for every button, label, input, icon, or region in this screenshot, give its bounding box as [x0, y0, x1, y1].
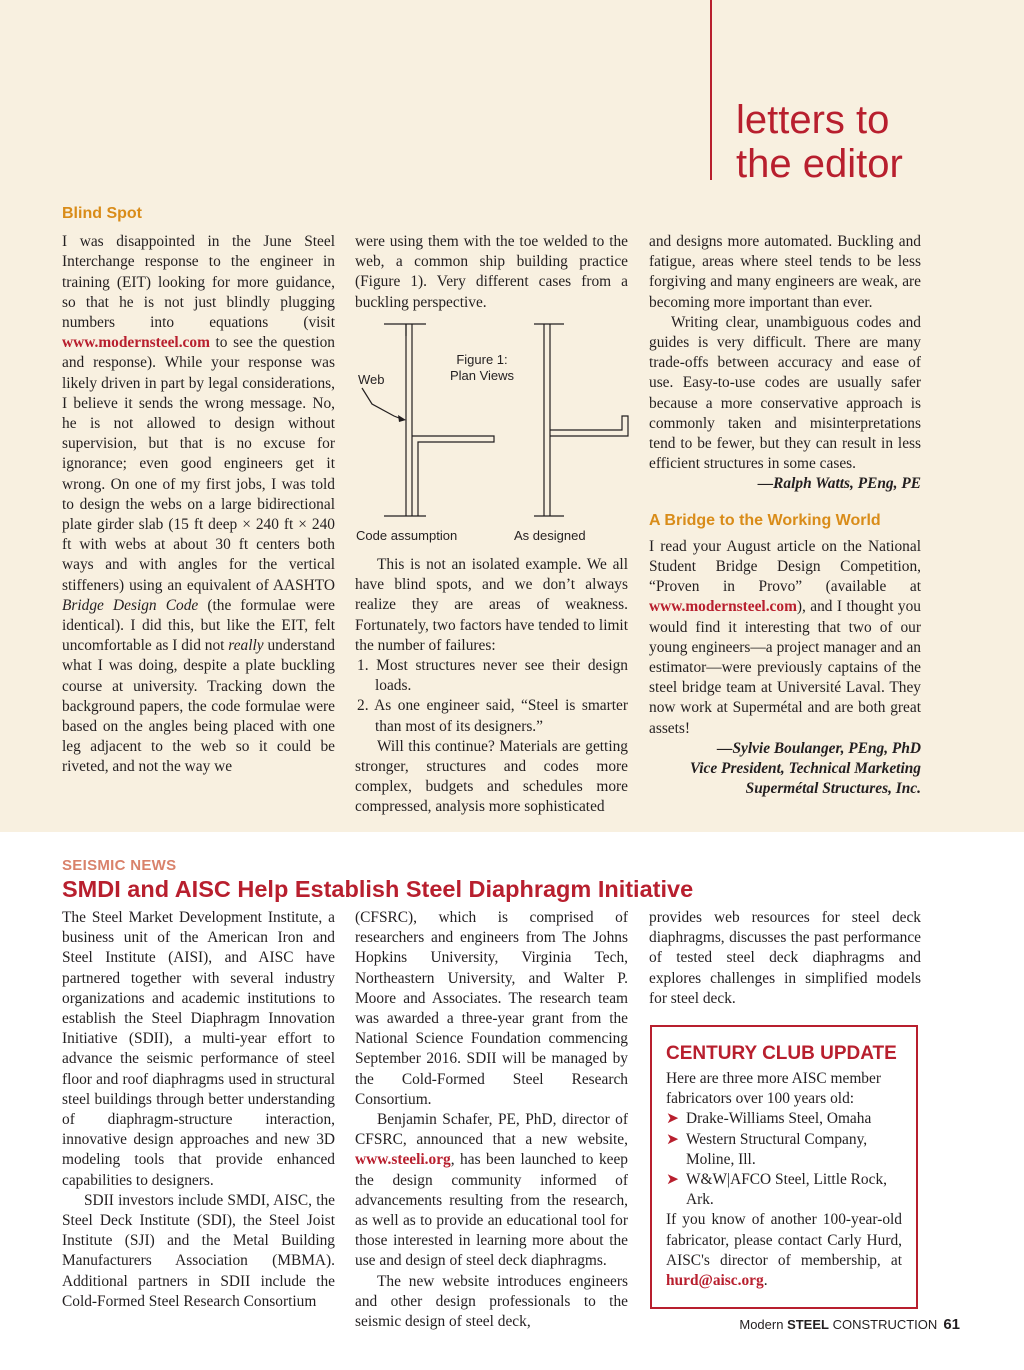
news-column-3 [649, 908, 921, 1009]
letter1-paragraph: Writing clear, unambiguous codes and guides is very difficult. There are many trade-offs between accuracy and ease of use. Easy-to-use codes are usually safer because a more conservative approach is commonly taken and misinterpretations tend to be fewer, but they can result in less efficient structures in some cases. [649, 313, 921, 473]
letter2-signature-title: Vice President, Technical Marketing [689, 760, 921, 778]
news-paragraph: The Steel Market Development Institute, a business unit of the American Iron and Steel Institute (AISI), and AISC have partnered together with several industry organizations and academic institutions to establish the Steel Diaphragm Innovation Initiative (SDII), a multi-year effort to advance the seismic performance of steel floor and roof diaphragms used in structural steel buildings through better understanding of diaphragm-structure interaction, innovative design approaches and new 3D modeling tools that provide enhanced capabilities to designers. [62, 909, 335, 1189]
arrow-icon: ➤ [666, 1130, 679, 1148]
letter1-paragraph: This is not an isolated example. We all have blind spots, and we don’t always realize they are areas of weakness. Fortunately, two factors have tended to limit the number of failures: [355, 556, 628, 654]
figure-caption-code-assumption: Code assumption [356, 528, 458, 543]
letter-column-3 [649, 232, 921, 799]
news-paragraph: SDII investors include SMDI, AISC, the Steel Deck Institute (SDI), the Steel Joist Institute (SJI) and the Metal Building Manufacturers Association (MBMA). Additional partners in SDII include the Cold-Formed Steel Research Consortium [62, 1191, 335, 1310]
news-headline: SMDI and AISC Help Establish Steel Diaphragm Initiative [62, 876, 694, 902]
letter1-signature: —Ralph Watts, PEng, PE [757, 475, 921, 493]
email-link[interactable]: hurd@aisc.org [666, 1272, 764, 1290]
figure-drawing [354, 316, 634, 548]
list-item: 2. As one engineer said, “Steel is smarter than most of its designers.” [357, 697, 628, 735]
letter2-signature-company: Supermétal Structures, Inc. [745, 780, 921, 798]
news-paragraph: (CFSRC), which is comprised of researchers and engineers from The Johns Hopkins University, Virginia Tech, Northeastern University, and Walter P. Moore and Associates. The research team was awarded a three-year grant from the National Science Foundation commencing September 2016. SDII will be managed by the Cold-Formed Steel Research Consortium. [355, 909, 628, 1108]
news-paragraph: provides web resources for steel deck diaphragms, discusses the past performance of tested steel deck diaphragms and explores challenges in simplified models for steel deck. [649, 909, 921, 1007]
arrow-icon: ➤ [666, 1171, 679, 1189]
letter2-body: I read your August article on the National Student Bridge Design Competition, “Proven in Provo” (available at www.modernsteel.com), and I thought you would find it interesting that two of our young engineers—a project manager and an estimator—were previously captains of the steel bridge team at Université Laval. They now work at Supermétal and are both great assets! [649, 537, 921, 737]
letter-column-2-bottom [355, 555, 628, 818]
letter1-paragraph: and designs more automated. Buckling and fatigue, areas where steel tends to be less forgiving and many engineers are weak, are becoming more important than ever. [649, 233, 921, 311]
list-item: 1. Most structures never see their design loads. [357, 657, 628, 695]
steeli-link[interactable]: www.steeli.org [355, 1151, 451, 1169]
letter1-body: I was disappointed in the June Steel Interchange response to the engineer in training (EIT) looking for more guidance, so that he is not just blindly plugging numbers into equations (visit www.modernsteel.com to see the question and response). While your response was likely driven in part by legal considerations, I believe it sends the wrong message. No, he is not allowed to design without supervision, but that is no excuse for ignorance; even good engineers get it wrong. On one of my first jobs, I was told to design the webs on a large bidirectional plate girder slab (15 ft deep × 240 ft × 240 ft with webs at about 30 ft centers both ways and with angles for the vertical stiffeners) using an equivalent of AASHTO Bridge Design Code (the formulae were identical). I did this, but like the EIT, felt uncomfortable as I did not really understand what I was doing, despite a plate buckling course at university. Tracking down the background papers, the code formulae were based on the angles being placed with one leg adjacent to the web so it could be riveted, and not the way we [62, 233, 335, 776]
news-paragraph: Benjamin Schafer, PE, PhD, director of CFSRC, announced that a new website, www.steeli.org, has been launched to keep the design community informed of advancements resulting from the research, as well as to provide an educational tool for those interested in learning more about the use and design of steel deck diaphragms. [355, 1111, 628, 1270]
page-number: 61 [943, 1316, 960, 1333]
page-footer: Modern STEEL CONSTRUCTION 61 [739, 1316, 960, 1333]
figure-plan-views [354, 316, 634, 548]
arrow-icon: ➤ [666, 1110, 679, 1128]
letter-title-blind-spot: Blind Spot [62, 205, 142, 222]
modernsteel-link[interactable]: www.modernsteel.com [649, 598, 797, 616]
letter-title-bridge: A Bridge to the Working World [649, 511, 881, 529]
news-paragraph: The new website introduces engineers and other design professionals to the seismic design of steel deck, [355, 1272, 628, 1331]
list-item: ➤ W&W|AFCO Steel, Little Rock, Ark. [666, 1171, 887, 1209]
letter1-continued: were using them with the toe welded to the web, a common ship building practice (Figure 1). Very different cases from a buckling perspective. [355, 233, 628, 311]
century-club-intro: Here are three more AISC member fabricators over 100 years old: [666, 1070, 881, 1108]
modernsteel-link[interactable]: www.modernsteel.com [62, 334, 210, 352]
figure-caption-as-designed: As designed [514, 528, 586, 543]
figure-title: Figure 1: Plan Views [449, 352, 515, 383]
letter1-paragraph: Will this continue? Materials are getting stronger, structures and codes more complex, budgets and schedules more compressed, analysis more sophisticated [355, 737, 628, 816]
section-divider-line [710, 0, 712, 180]
figure-web-label: Web [358, 372, 385, 387]
section-title: letters to the editor [736, 98, 903, 186]
century-club-outro: If you know of another 100-year-old fabricator, please contact Carly Hurd, AISC's director of membership, at hurd@aisc.org. [666, 1211, 902, 1290]
century-club-title: CENTURY CLUB UPDATE [666, 1043, 897, 1064]
news-kicker: SEISMIC NEWS [62, 857, 177, 874]
letter2-signature: —Sylvie Boulanger, PEng, PhD [717, 739, 921, 757]
century-club-box [650, 1025, 918, 1309]
list-item: ➤ Drake-Williams Steel, Omaha [666, 1109, 902, 1129]
news-column-1 [62, 908, 335, 1312]
letter-column-1 [62, 204, 335, 778]
news-column-2 [355, 908, 628, 1332]
letter-column-2-top [355, 232, 628, 313]
list-item: ➤ Western Structural Company, Moline, Ill. [666, 1130, 868, 1168]
